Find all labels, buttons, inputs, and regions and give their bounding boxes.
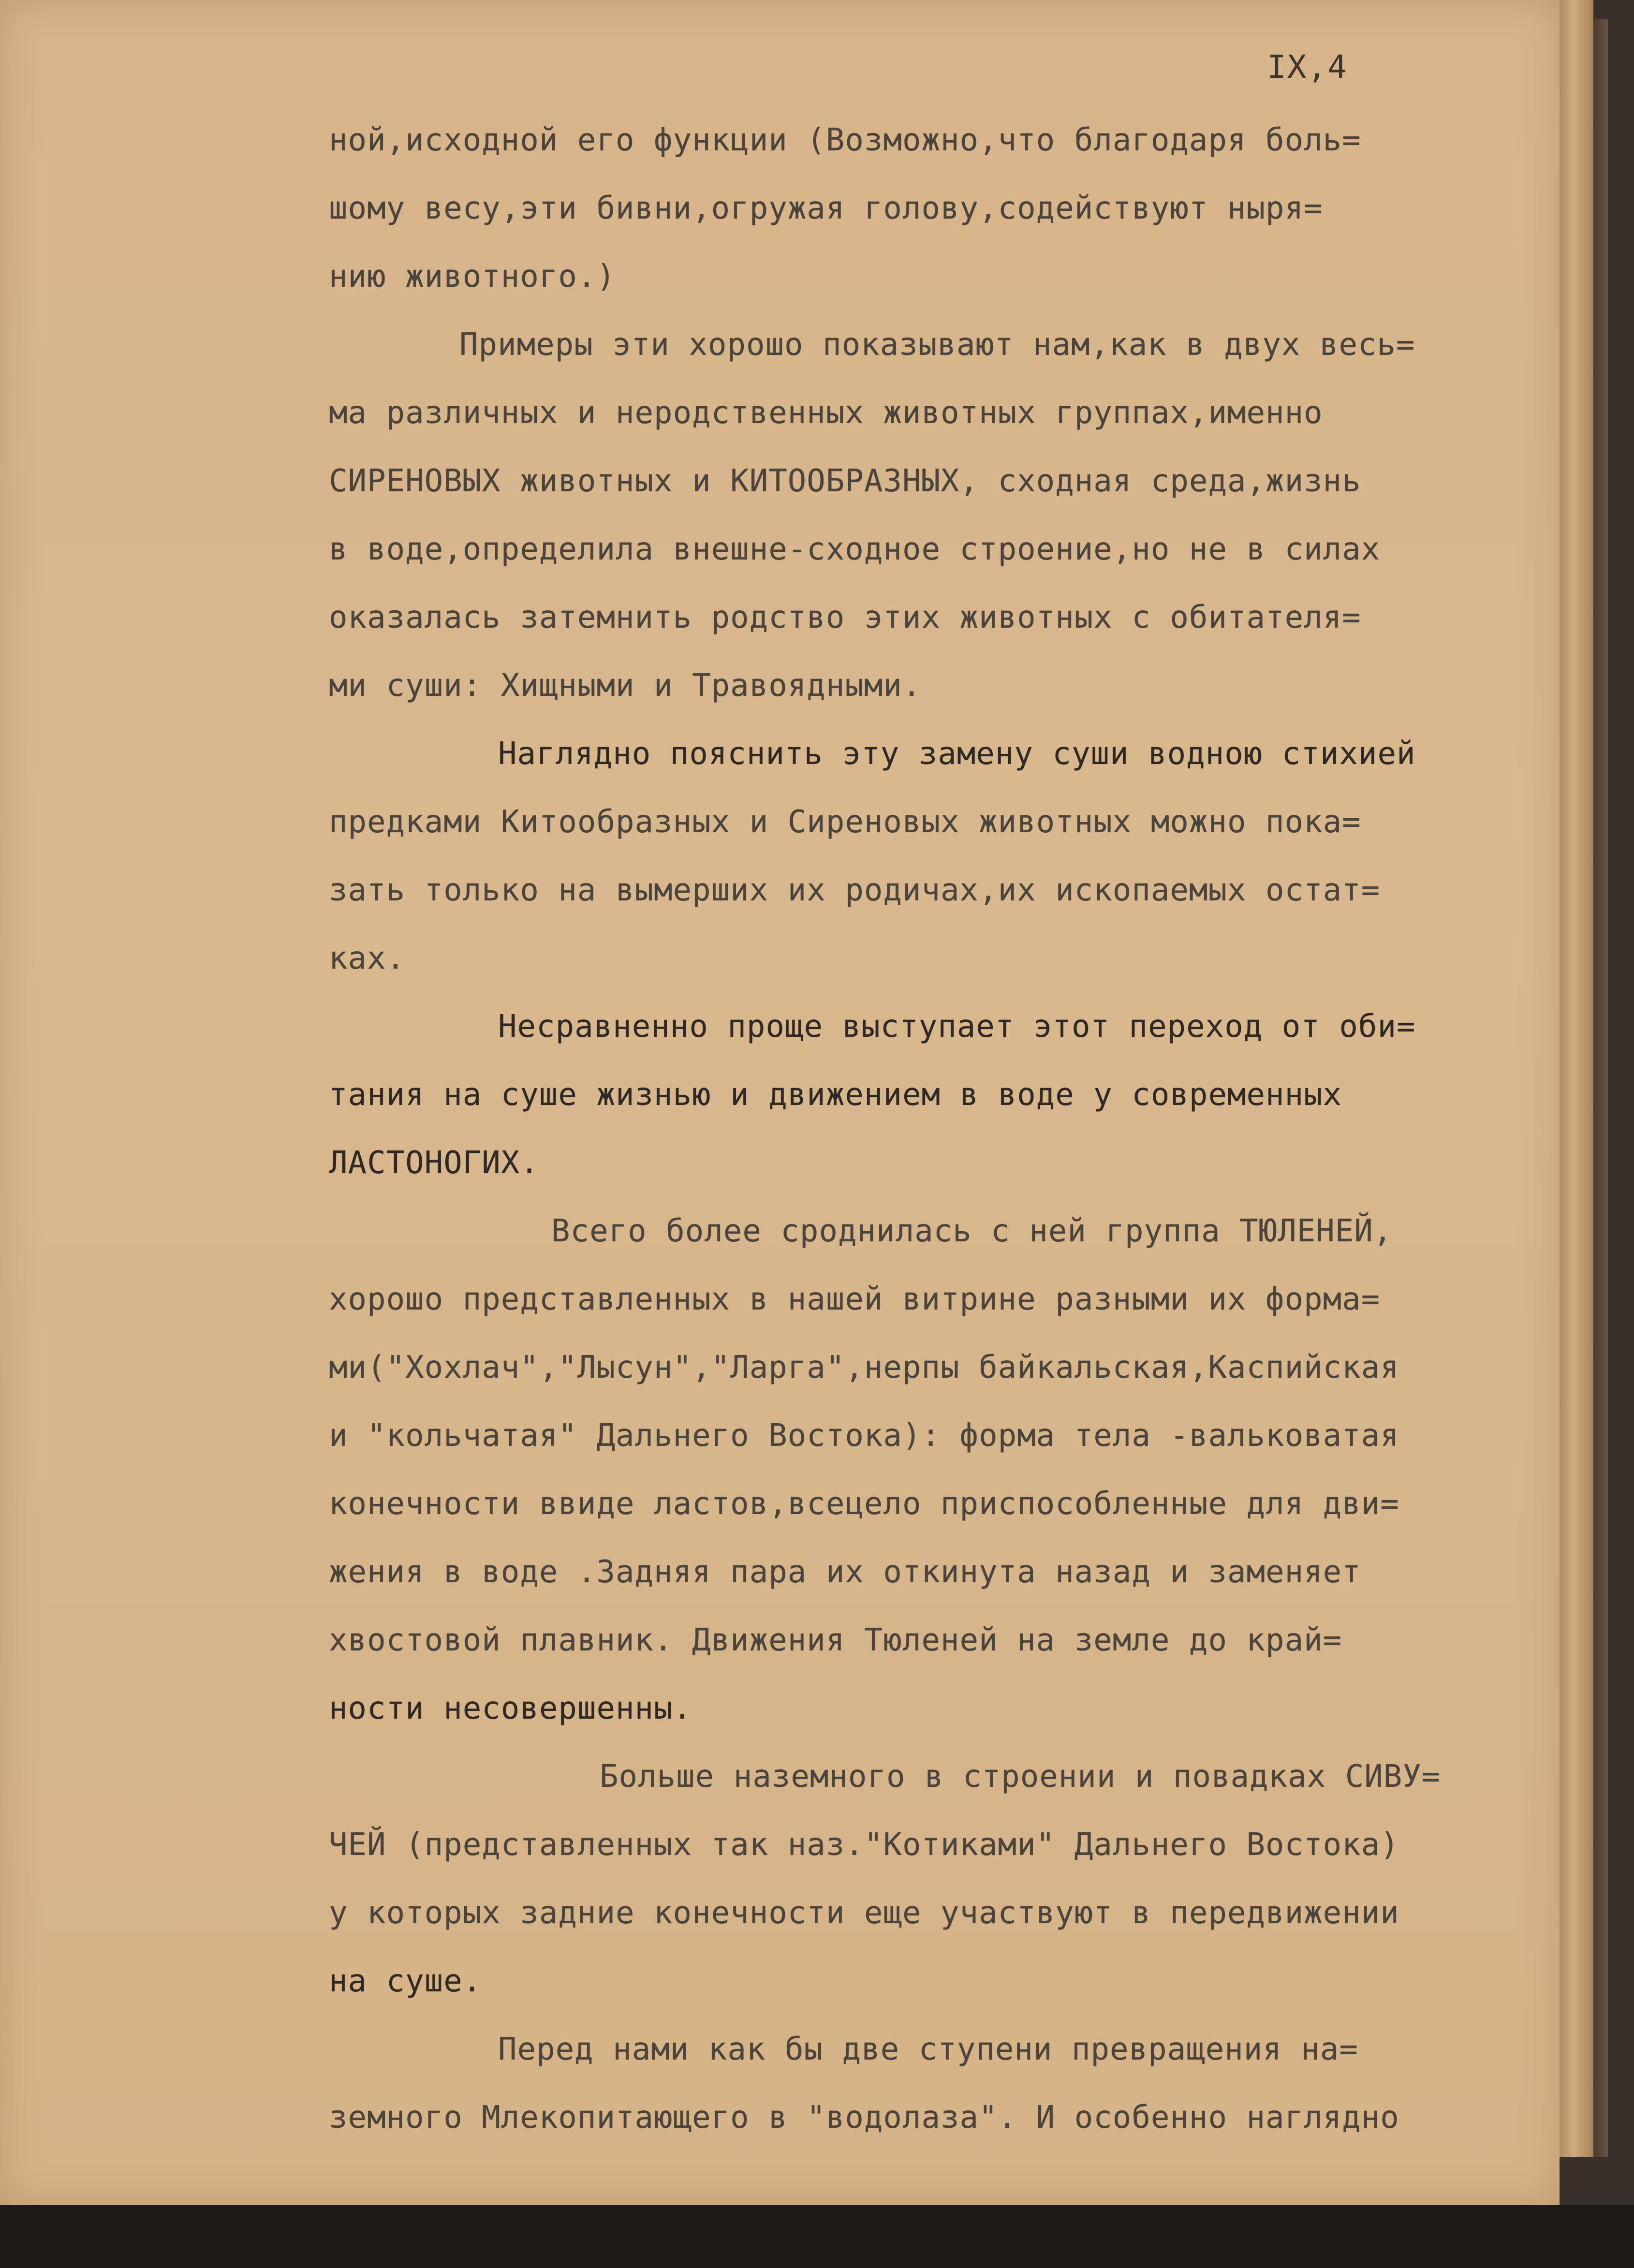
- scan-background: [0, 2205, 1634, 2268]
- text-line: конечности ввиде ластов,всецело приспособленные для дви=: [329, 1486, 1399, 1522]
- text-line: оказалась затемнить родство этих животных с обитателя=: [329, 600, 1361, 635]
- body-text: [329, 106, 1547, 2152]
- text-line: ках.: [329, 941, 406, 976]
- text-line: Примеры эти хорошо показывают нам,как в двух весь=: [459, 327, 1415, 363]
- page-edge: [1560, 0, 1593, 2157]
- text-line: Наглядно пояснить эту замену суши водною стихией: [498, 736, 1416, 772]
- text-line: ми("Хохлач","Лысун","Ларга",нерпы байкальская,Каспийская: [329, 1350, 1399, 1385]
- text-line: Перед нами как бы две ступени превращения на=: [498, 2032, 1358, 2067]
- text-line: земного Млекопитающего в "водолаза". И особенно наглядно: [329, 2100, 1399, 2135]
- page-number: IX,4: [1267, 48, 1348, 86]
- text-line: в воде,определила внешне-сходное строение,но не в силах: [329, 531, 1381, 567]
- text-line: ЧЕЙ (представленных так наз."Котиками" Дальнего Востока): [329, 1827, 1399, 1863]
- text-line: жения в воде .Задняя пара их откинута назад и заменяет: [329, 1554, 1361, 1590]
- text-line: ЛАСТОНОГИХ.: [329, 1145, 539, 1181]
- text-line: хорошо представленных в нашей витрине разными их форма=: [329, 1281, 1381, 1317]
- text-line: Несравненно проще выступает этот переход от оби=: [498, 1009, 1416, 1045]
- text-line: хвостовой плавник. Движения Тюленей на земле до край=: [329, 1622, 1342, 1658]
- text-line: зать только на вымерших их родичах,их ископаемых остат=: [329, 872, 1381, 908]
- text-line: ной,исходной его функции (Возможно,что благодаря боль=: [329, 122, 1361, 158]
- text-line: и "кольчатая" Дальнего Востока): форма тела -вальковатая: [329, 1418, 1399, 1454]
- text-line: Всего более сроднилась с ней группа ТЮЛЕНЕЙ,: [551, 1213, 1393, 1249]
- text-line: нию животного.): [329, 259, 616, 295]
- text-line: на суше.: [329, 1963, 482, 1999]
- text-line: Больше наземного в строении и повадках СИВУ=: [600, 1759, 1441, 1795]
- text-line: СИРЕНОВЫХ животных и КИТООБРАЗНЫХ, сходная среда,жизнь: [329, 463, 1361, 499]
- page-edge-shadow: [1593, 19, 1608, 2157]
- text-line: ности несовершенны.: [329, 1691, 692, 1726]
- text-line: предками Китообразных и Сиреновых животных можно пока=: [329, 804, 1361, 840]
- text-line: ма различных и неродственных животных группах,именно: [329, 395, 1323, 431]
- text-line: у которых задние конечности еще участвуют в передвижении: [329, 1895, 1399, 1931]
- text-line: тания на суше жизнью и движением в воде у современных: [329, 1077, 1342, 1113]
- text-line: ми суши: Хищными и Травоядными.: [329, 668, 922, 704]
- text-line: шому весу,эти бивни,огружая голову,содействуют ныря=: [329, 191, 1323, 226]
